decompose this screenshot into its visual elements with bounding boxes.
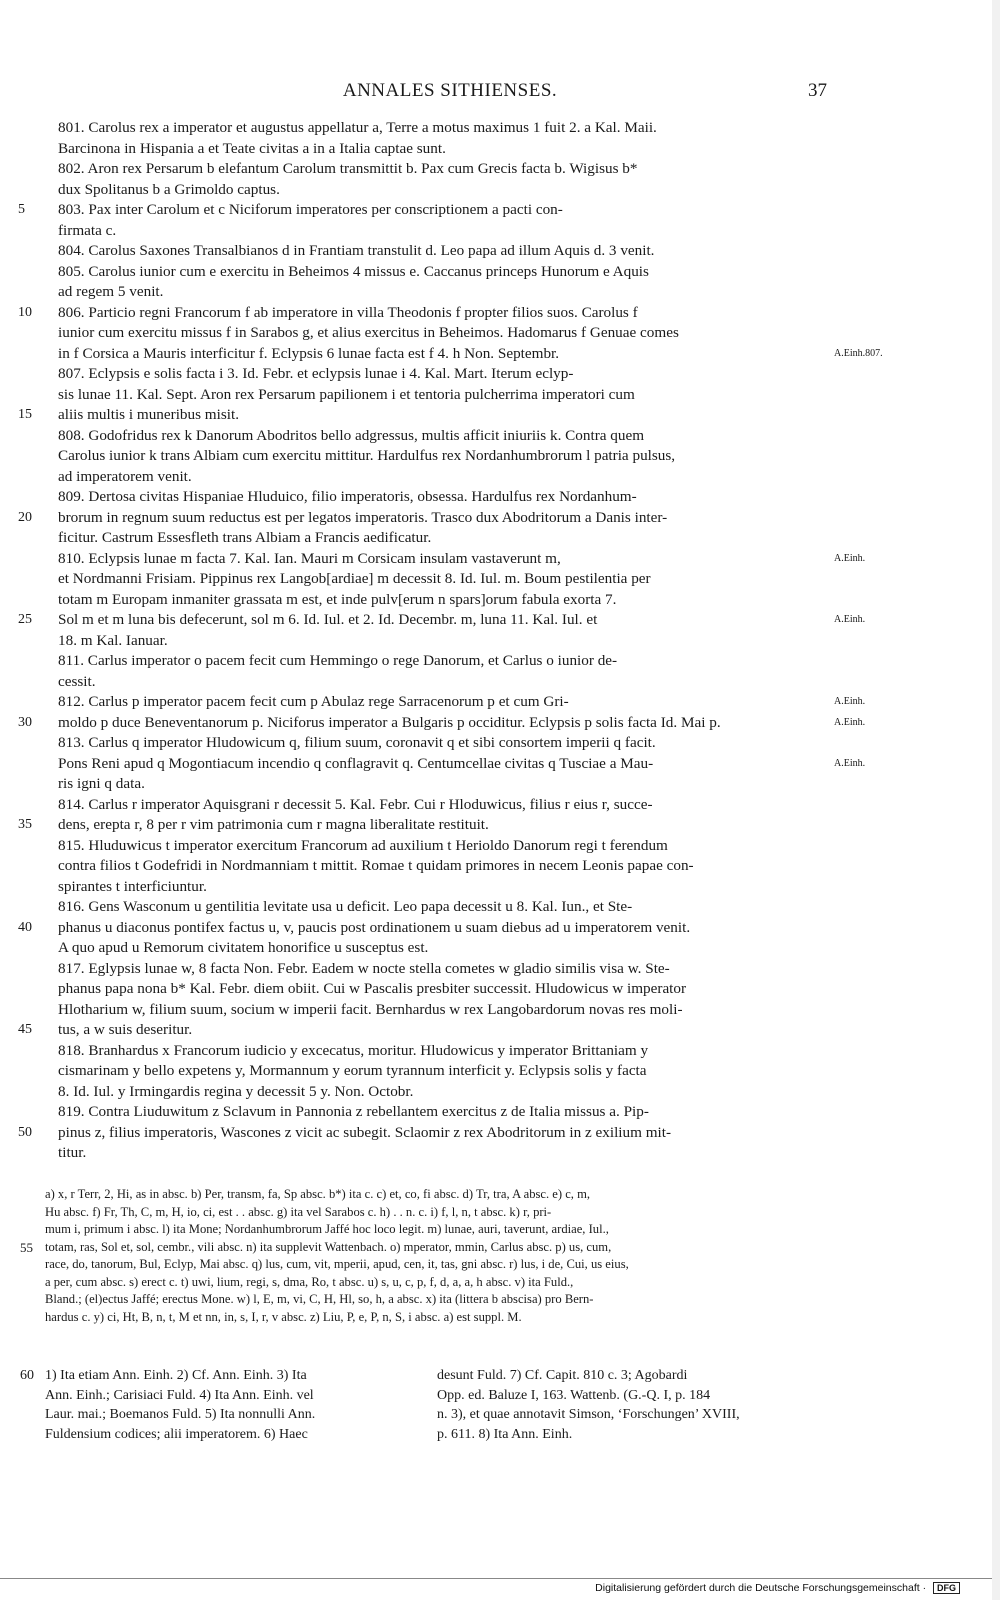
body-line <box>18 610 866 631</box>
fnl-line-text: Ann. Einh.; Carisiaci Fuld. 4) Ita Ann. Einh. vel <box>45 1387 314 1403</box>
body-line <box>58 959 830 980</box>
body-line-text: aliis multis i muneribus misit. <box>58 406 239 423</box>
body-line <box>18 1020 830 1041</box>
marginal-reference: A.Einh. <box>834 552 866 564</box>
body-line-text: iunior cum exercitu missus f in Sarabos g, et alius exercitus in Beheimos. Hadomarus f Genuae comes <box>58 324 679 341</box>
body-line-text: phanus papa nona b* Kal. Febr. diem obiit. Cui w Pascalis presbiter successit. Hludowicus w imperator <box>58 980 687 997</box>
body-line <box>58 1102 830 1123</box>
body-line-text: Pons Reni apud q Mogontiacum incendio q conflagravit q. Centumcellae civitas q Tusciae a Mau- <box>58 754 654 772</box>
fnr-line-text: n. 3), et quae annotavit Simson, ‘Forschungen’ XVIII, <box>437 1407 740 1422</box>
line-number: 60 <box>20 1368 34 1383</box>
body-line-text: dens, erepta r, 8 per r vim patrimonia cum r magna liberalitate restituit. <box>58 816 489 833</box>
fnl-line-text: Laur. mai.; Boemanos Fuld. 5) Ita nonnulli Ann. <box>45 1407 316 1422</box>
body-line <box>18 918 830 939</box>
note-line-text: a per, cum absc. s) erect c. t) uwi, lium, regi, s, dma, Ro, t absc. u) s, u, c, p, f, d, a, a, h absc. v) ita Fuld., <box>45 1274 574 1289</box>
marginal-reference: A.Einh. <box>834 614 866 625</box>
credit-text: Digitalisierung gefördert durch die Deutsche Forschungsgemeinschaft · <box>595 1582 927 1594</box>
note-line <box>45 1221 835 1239</box>
body-line-text: 806. Particio regni Francorum f ab imperatore in villa Theodonis f propter filios suos. Carolus f <box>58 303 638 321</box>
body-line <box>18 405 830 426</box>
body-line-text: 817. Eglypsis lunae w, 8 facta Non. Febr. Eadem w nocte stella cometes w gladio similis visa w. Ste- <box>58 959 670 977</box>
body-line <box>58 426 830 447</box>
body-line <box>58 590 830 611</box>
line-number: 20 <box>18 509 32 525</box>
line-number: 30 <box>18 714 32 730</box>
dfg-logo: DFG <box>933 1582 960 1594</box>
critical-apparatus <box>20 1186 835 1326</box>
body-line <box>58 1061 830 1082</box>
body-line-text: totam m Europam inmaniter grassata m est, et inde pulv[erum n spars]orum fabula exorta 7. <box>58 590 617 608</box>
line-number: 25 <box>18 612 32 627</box>
fnr-line-text: Opp. ed. Baluze I, 163. Wattenb. (G.-Q. I, p. 184 <box>437 1387 711 1403</box>
digitization-credit <box>595 1582 960 1594</box>
body-line-text: 8. Id. Iul. y Irmingardis regina y decessit 5 y. Non. Octobr. <box>58 1082 414 1100</box>
body-line-text: phanus u diaconus pontifex factus u, v, paucis post ordinationem u suam diebus ad u imperatorem venit. <box>58 918 691 936</box>
fnr-line <box>437 1366 837 1386</box>
body-line <box>18 200 830 221</box>
body-line-text: 807. Eclypsis e solis facta i 3. Id. Febr. et eclypsis lunae i 4. Kal. Mart. Iterum eclyp- <box>58 365 574 382</box>
body-line <box>58 672 830 693</box>
line-number: 5 <box>18 202 25 217</box>
body-line <box>58 487 830 508</box>
note-line-text: Hu absc. f) Fr, Th, C, m, H, io, ci, est . . absc. g) ita vel Sarabos c. h) . . n. c. i) f, l, n, t absc. k) r, pri- <box>45 1204 552 1219</box>
note-line-text: hardus c. y) ci, Ht, B, n, t, M et nn, in, s, I, r, v absc. z) Liu, P, e, P, n, S, i absc. a) est suppl. M. <box>45 1309 522 1324</box>
fnl-line-text: Fuldensium codices; alii imperatorem. 6) Haec <box>45 1426 308 1442</box>
body-line-text: 816. Gens Wasconum u gentilitia levitate usa u deficit. Leo papa decessit u 8. Kal. Iun., et Ste- <box>58 898 633 915</box>
body-line-text: 809. Dertosa civitas Hispaniae Hluduico, filio imperatoris, obsessa. Hardulfus rex Nordanhum- <box>58 488 637 505</box>
body-line <box>58 795 830 816</box>
body-line <box>58 364 830 385</box>
fnr-line <box>437 1425 837 1445</box>
body-line-text: Barcinona in Hispania a et Teate civitas a in a Italia captae sunt. <box>58 139 446 157</box>
line-number: 35 <box>18 817 32 832</box>
marginal-reference: A.Einh. <box>834 757 866 769</box>
marginal-reference: A.Einh. <box>834 716 866 728</box>
body-line <box>58 180 830 201</box>
body-line-text: 811. Carlus imperator o pacem fecit cum Hemmingo o rege Danorum, et Carlus o iunior de- <box>58 652 618 669</box>
body-line <box>58 241 830 262</box>
body-line <box>58 897 830 918</box>
line-number: 55 <box>20 1239 33 1255</box>
body-line-text: Hlotharium w, filium suum, socium w imperii facit. Bernhardus w rex Langobardorum novas res moli- <box>58 1000 683 1018</box>
body-line-text: titur. <box>58 1144 87 1161</box>
line-number: 15 <box>18 407 32 422</box>
body-line-text: ad regem 5 venit. <box>58 283 164 300</box>
body-line-text: 819. Contra Liuduwitum z Sclavum in Pannonia z rebellantem exercitus z de Italia missus a. Pip- <box>58 1103 649 1120</box>
fnl-line <box>45 1425 435 1445</box>
body-line-text: ad imperatorem venit. <box>58 467 192 485</box>
body-line <box>58 1041 830 1062</box>
fnr-line-text: p. 611. 8) Ita Ann. Einh. <box>437 1426 573 1442</box>
body-line-text: sis lunae 11. Kal. Sept. Aron rex Persarum papilionem i et tentoria pulcherrima imperatori cum <box>58 385 635 403</box>
body-line <box>58 467 830 488</box>
body-line-text: firmata c. <box>58 221 117 239</box>
line-number: 45 <box>18 1022 32 1037</box>
body-line <box>58 1082 830 1103</box>
fnl-line-text: 1) Ita etiam Ann. Einh. 2) Cf. Ann. Einh. 3) Ita <box>45 1368 307 1383</box>
body-line <box>58 262 830 283</box>
body-line <box>58 569 830 590</box>
body-line-text: cismarinam y bello expetens y, Mormannum y eorum tyrannum interficit y. Eclypsis solis y facta <box>58 1062 647 1079</box>
note-line <box>45 1291 835 1309</box>
body-line <box>58 877 830 898</box>
body-line <box>58 344 883 365</box>
note-line <box>45 1309 835 1327</box>
note-line <box>45 1256 835 1274</box>
fnr-line <box>437 1405 837 1425</box>
running-head-title: ANNALES SITHIENSES. <box>342 80 558 101</box>
body-line-text: 805. Carolus iunior cum e exercitu in Beheimos 4 missus e. Caccanus princeps Hunorum e Aquis <box>58 262 649 280</box>
body-line-text: 810. Eclypsis lunae m facta 7. Kal. Ian. Mauri m Corsicam insulam vastaverunt m, <box>58 549 561 567</box>
body-line <box>58 733 830 754</box>
fnl-line <box>45 1405 435 1425</box>
scan-edge <box>992 0 1000 1600</box>
body-line-text: dux Spolitanus b a Grimoldo captus. <box>58 180 280 198</box>
body-line <box>58 856 830 877</box>
body-line <box>58 221 830 242</box>
note-line-text: Bland.; (el)ectus Jaffé; erectus Mone. w) l, E, m, vi, C, H, Hl, so, h, a absc. x) ita (littera b abscisa) pro Bern- <box>45 1292 594 1306</box>
body-line <box>58 385 830 406</box>
body-line-text: 808. Godofridus rex k Danorum Abodritos bello adgressus, multis afficit iniuriis k. Contra quem <box>58 426 645 444</box>
body-line <box>58 979 830 1000</box>
body-line-text: cessit. <box>58 672 96 690</box>
body-line-text: ris igni q data. <box>58 775 145 792</box>
body-line <box>58 1000 830 1021</box>
body-line <box>58 631 830 652</box>
body-line-text: 803. Pax inter Carolum et c Niciforum imperatores per conscriptionem a pacti con- <box>58 201 563 218</box>
footnotes-left-column <box>20 1366 435 1444</box>
footnotes-right-column <box>437 1366 837 1444</box>
annals-text <box>18 118 883 1164</box>
body-line-text: 804. Carolus Saxones Transalbianos d in Frantiam transtulit d. Leo papa ad illum Aquis d. 3 venit. <box>58 242 655 259</box>
body-line <box>58 446 830 467</box>
fnl-line <box>45 1386 435 1406</box>
body-line-text: 802. Aron rex Persarum b elefantum Carolum transmittit b. Pax cum Grecis facta b. Wigisus b* <box>58 160 638 177</box>
body-line <box>58 159 830 180</box>
body-line <box>58 836 830 857</box>
body-line-text: et Nordmanni Frisiam. Pippinus rex Langob[ardiae] m decessit 8. Id. Iul. m. Boum pestilentia per <box>58 570 651 587</box>
line-number: 10 <box>18 304 32 320</box>
bottom-rule <box>0 1578 1000 1579</box>
body-line <box>58 118 830 139</box>
body-line <box>58 528 830 549</box>
body-line <box>18 713 866 734</box>
body-line <box>58 549 866 570</box>
note-line-text: totam, ras, Sol et, sol, cembr., vili absc. n) ita supplevit Wattenbach. o) mperator, mmin, Carlus absc. p) us, cum, <box>45 1239 612 1254</box>
body-line-text: pinus z, filius imperatoris, Wascones z vicit ac subegit. Sclaomir z rex Abodritorum in z exilium mit- <box>58 1123 672 1141</box>
body-line <box>18 508 830 529</box>
body-line-text: Sol m et m luna bis defecerunt, sol m 6. Id. Iul. et 2. Id. Decembr. m, luna 11. Kal. Iul. et <box>58 611 598 628</box>
note-line <box>45 1204 835 1222</box>
line-number: 50 <box>18 1124 32 1140</box>
line-number: 40 <box>18 919 32 935</box>
body-line <box>18 1123 830 1144</box>
body-line <box>58 754 866 775</box>
body-line-text: in f Corsica a Mauris interficitur f. Eclypsis 6 lunae facta est f 4. h Non. Septembr. <box>58 344 560 362</box>
body-line-text: 815. Hluduwicus t imperator exercitum Francorum ad auxilium t Herioldo Danorum regi t ferendum <box>58 836 668 854</box>
body-line-text: A quo apud u Remorum civitatem honorifice u susceptus est. <box>58 939 429 956</box>
note-line-text: mum i, primum i absc. l) ita Mone; Nordanhumbrorum Jaffé hoc loco legit. m) lunae, auri, taverunt, ardiae, Iul., <box>45 1222 609 1236</box>
fnr-line <box>437 1386 837 1406</box>
body-line-text: 814. Carlus r imperator Aquisgrani r decessit 5. Kal. Febr. Cui r Hloduwicus, filius r eius r, succe- <box>58 795 653 813</box>
body-line-text: tus, a w suis deseritur. <box>58 1021 193 1038</box>
body-line-text: brorum in regnum suum reductus est per legatos imperatoris. Trasco dux Abodritorum a Danis inter- <box>58 508 668 526</box>
body-line-text: 818. Branhardus x Francorum iudicio y excecatus, moritur. Hludowicus y imperator Brittaniam y <box>58 1041 649 1059</box>
body-line-text: 801. Carolus rex a imperator et augustus appellatur a, Terre a motus maximus 1 fuit 2. a Kal. Maii. <box>58 119 657 136</box>
body-line-text: moldo p duce Beneventanorum p. Niciforus imperator a Bulgaris p occiditur. Eclypsis p solis facta Id. Mai p. <box>58 713 721 731</box>
body-line-text: Carolus iunior k trans Albiam cum exercitu mittitur. Hardulfus rex Nordanhumbrorum l patria pulsus, <box>58 447 676 464</box>
body-line-text: spirantes t interficiuntur. <box>58 877 207 895</box>
note-line <box>20 1239 835 1257</box>
body-line-text: 812. Carlus p imperator pacem fecit cum p Abulaz rege Sarracenorum p et cum Gri- <box>58 693 569 710</box>
fnl-line <box>20 1366 435 1386</box>
body-line <box>58 1143 830 1164</box>
page-number: 37 <box>808 80 827 101</box>
fnr-line-text: desunt Fuld. 7) Cf. Capit. 810 c. 3; Agobardi <box>437 1368 688 1383</box>
note-line-text: race, do, tanorum, Bul, Eclyp, Mai absc. q) lus, cum, vit, mperii, apud, cen, it, tas, gni absc. r) lus, i de, Cui, us eius, <box>45 1257 629 1271</box>
body-line-text: ficitur. Castrum Essesfleth trans Albiam a Francis aedificatur. <box>58 529 432 546</box>
body-line-text: 18. m Kal. Ianuar. <box>58 631 168 649</box>
body-line <box>58 323 830 344</box>
body-line <box>58 651 830 672</box>
body-line-text: 813. Carlus q imperator Hludowicum q, filium suum, coronavit q et sibi consortem imperii q facit. <box>58 734 656 751</box>
body-line <box>58 282 830 303</box>
note-line-text: a) x, r Terr, 2, Hi, as in absc. b) Per, transm, fa, Sp absc. b*) ita c. c) et, co, fi absc. d) Tr, tra, A absc. e) c, m, <box>45 1187 591 1201</box>
body-line <box>58 774 830 795</box>
body-line <box>18 815 830 836</box>
marginal-reference: A.Einh. <box>834 696 866 707</box>
body-line <box>58 692 866 713</box>
body-line <box>18 303 830 324</box>
note-line <box>45 1274 835 1292</box>
note-line <box>45 1186 835 1204</box>
body-line <box>58 139 830 160</box>
body-line-text: contra filios t Godefridi in Nordmanniam t mittit. Romae t quidam primores in necem Leonis papae con- <box>58 857 694 874</box>
marginal-reference: A.Einh.807. <box>834 347 883 359</box>
body-line <box>58 938 830 959</box>
